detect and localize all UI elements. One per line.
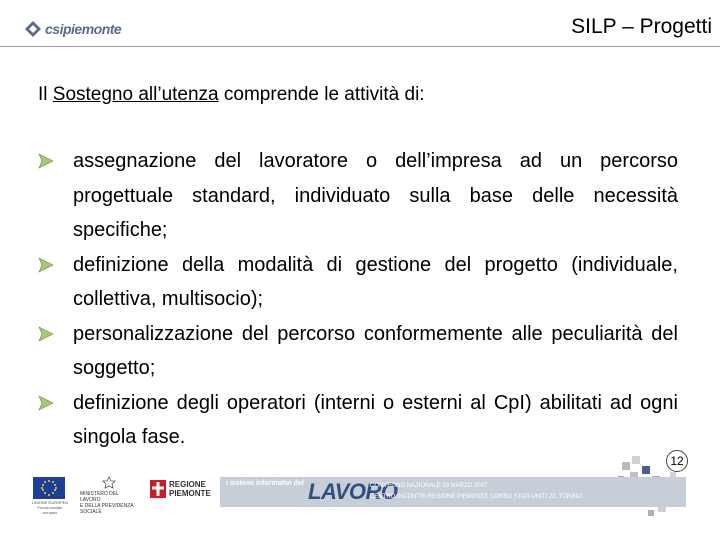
ministero-line-2: E DELLA PREVIDENZA SOCIALE [80, 503, 134, 515]
csi-piemonte-logo [24, 18, 124, 40]
regione-line-2: PIEMONTE [169, 489, 211, 498]
arrow-bullet-icon [38, 395, 54, 411]
logo-text: csipiemonte [45, 21, 122, 37]
bullet-text: definizione della modalità di gestione del progetto (individuale, collettiva, multisocio); [73, 253, 678, 310]
convegno-banner [220, 477, 686, 507]
csi-logo-icon [24, 20, 42, 38]
header-divider [0, 46, 720, 47]
ministero-line-1: MINISTERO DEL LAVORO [80, 491, 119, 503]
bullet-text: personalizzazione del percorso conformemente alle peculiarità del soggetto; [73, 322, 678, 379]
bullet-list [38, 144, 678, 455]
intro-underlined: Sostegno all’utenza [52, 84, 219, 105]
regione-piemonte-logo [150, 480, 211, 498]
arrow-bullet-icon [38, 153, 54, 169]
arrow-bullet-icon [38, 326, 54, 342]
intro-after: comprende le attività di: [218, 84, 425, 105]
regione-shield-icon [150, 480, 166, 498]
bullet-item [38, 144, 678, 248]
italian-emblem-icon [102, 476, 116, 490]
bullet-text: assegnazione del lavoratore o dell’impresa ad un percorso progettuale standard, individuato sulla base delle necessità specifiche; [73, 150, 678, 241]
bullet-item [38, 248, 678, 317]
footer-logos [0, 470, 720, 515]
banner-title: LAVORO [308, 479, 398, 504]
page-number: 12 [666, 450, 688, 472]
banner-small-text: i sistemi informativi del [226, 480, 304, 487]
eu-caption: UNIONE EUROPEA Fondo sociale europeo [31, 500, 69, 515]
bullet-item [38, 386, 678, 455]
regione-line-1: REGIONE [169, 480, 206, 489]
bullet-text: definizione degli operatori (interni o esterni al CpI) abilitati ad ogni singola fase. [73, 391, 678, 448]
slide-title: SILP – Progetti [571, 15, 712, 38]
eu-flag-icon [33, 477, 65, 499]
arrow-bullet-icon [38, 257, 54, 273]
banner-venue-line: CENTRO INCONTRI REGIONE PIEMONTE CORSO STATI UNITI 23, TORINO [370, 494, 582, 500]
banner-event-line: CONVEGNO NAZIONALE 29 MARZO 2007 [370, 483, 488, 489]
ministero-logo [80, 476, 138, 515]
bullet-item [38, 317, 678, 386]
intro-before: Il [38, 84, 53, 105]
intro-text [38, 84, 425, 106]
